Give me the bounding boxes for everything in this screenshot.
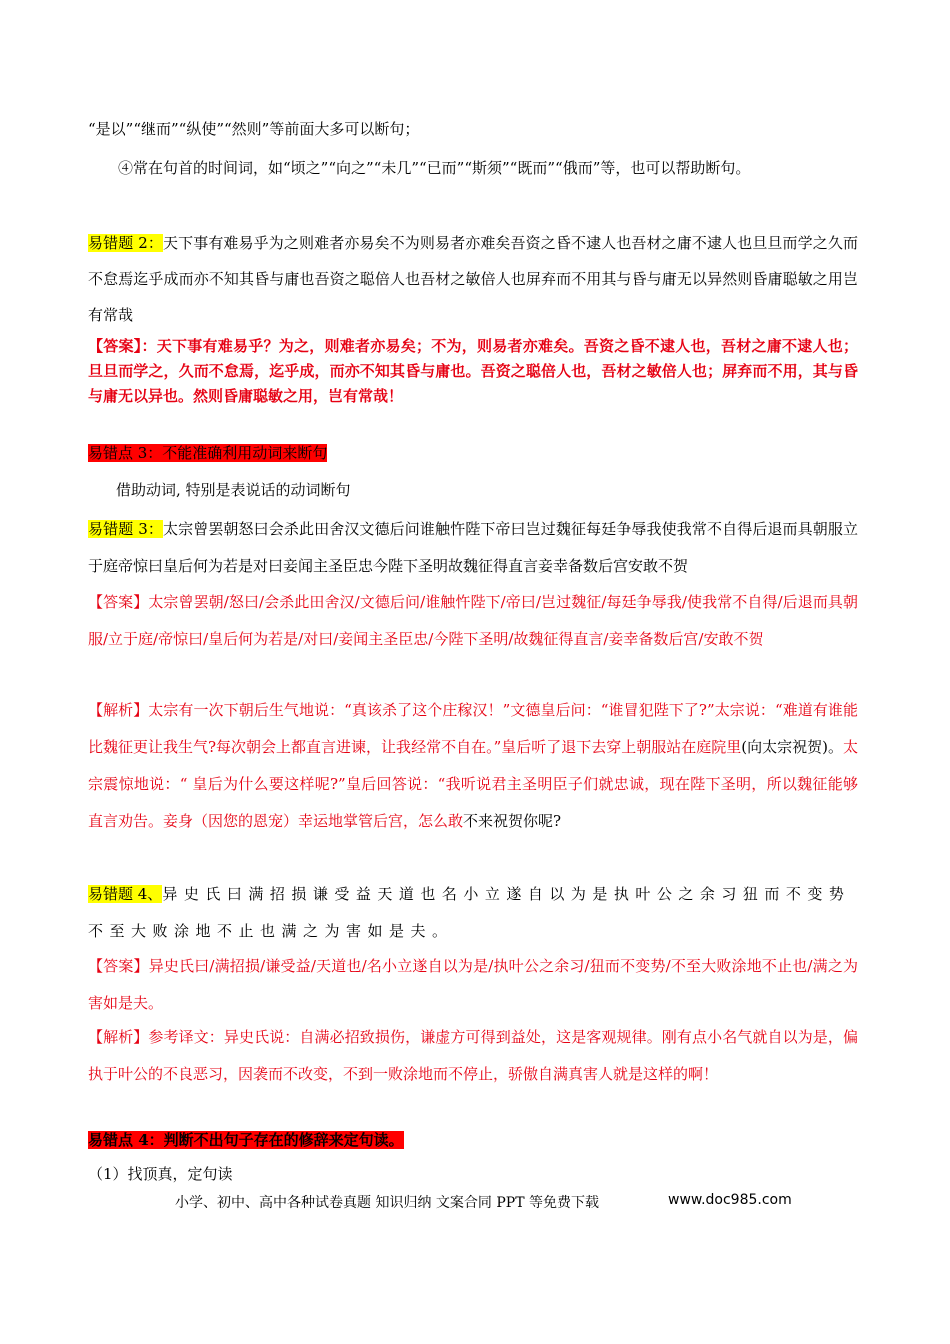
point-4-item-1: （1）找顶真，定句读: [88, 1165, 233, 1183]
point-3-label: 易错点 3：不能准确利用动词来断句: [88, 444, 328, 462]
question-4-label: 易错题 4、: [88, 885, 163, 903]
paragraph-time-words: ④常在句首的时间词，如“顷之”“向之”“未几”“已而”“斯须”“既而”“俄而”等，也可以帮助断句。: [118, 159, 751, 177]
point-3-intro: 借助动词, 特别是表说话的动词断句: [116, 481, 351, 499]
analysis-3-ending: 不来祝贺你呢?: [463, 812, 562, 830]
analysis-3-aside: (向太宗祝贺)。: [741, 738, 843, 756]
answer-2: 【答案】：天下事有难易乎？为之，则难者亦易矣；不为，则易者亦难矣。吾资之昏不逮人也，吾材之庸不逮人也；旦旦而学之，久而不怠焉，迄乎成，而亦不知其昏与庸也。吾资之聪倍人也，吾材之敏倍人也；屏弃而不用，其与昏与庸无以异也。然则昏庸聪敏之用，岂有常哉！: [88, 337, 858, 405]
analysis-3-label: 【解析】: [88, 701, 149, 719]
question-4-text: 异史氏曰满招损谦受益天道也名小立遂自以为是执叶公之余习狃而不变势不至大败涂地不止也满之为害如是夫。: [88, 885, 851, 940]
answer-3: 【答案】太宗曾罢朝/怒曰/会杀此田舍汉/文德后问/谁触忤陛下/帝曰/岂过魏征/每廷争辱我/使我常不自得/后退而具朝服/立于庭/帝惊曰/皇后何为若是/对曰/妾闻主圣臣忠/今陛下圣明/故魏征得直言/妾幸备数后宫/安敢不贺: [88, 593, 858, 648]
question-4: [88, 876, 858, 950]
point-4-heading: [88, 1129, 858, 1150]
question-2-label: 易错题 2：: [88, 234, 163, 252]
answer-4: 【答案】异史氏曰/满招损/谦受益/天道也/名小立遂自以为是/执叶公之余习/狃而不变势/不至大败涂地不止也/满之为害如是夫。: [88, 957, 858, 1012]
analysis-4: 【解析】参考译文：异史氏说：自满必招致损伤，谦虚方可得到益处，这是客观规律。刚有点小名气就自以为是，偏执于叶公的不良恶习，因袭而不改变，不到一败涂地而不停止，骄傲自满真害人就是这样的啊！: [88, 1028, 858, 1083]
question-3-label: 易错题 3：: [88, 520, 163, 538]
question-3: [88, 511, 858, 585]
question-2-text: 天下事有难易乎为之则难者亦易矣不为则易者亦难矣吾资之昏不逮人也吾材之庸不逮人也旦旦而学之久而不怠焉迄乎成而亦不知其昏与庸也吾资之聪倍人也吾材之敏倍人也屏弃而不用其与昏与庸无以异然则昏庸聪敏之用岂有常哉: [88, 234, 858, 324]
footer-text: 小学、初中、高中各种试卷真题 知识归纳 文案合同 PPT 等免费下载: [175, 1195, 599, 1211]
paragraph-conjunctions: “是以”“继而”“纵使”“然则”等前面大多可以断句；: [88, 120, 420, 138]
footer-site-link[interactable]: www.doc985.com: [668, 1192, 792, 1208]
analysis-3-text-continued: 太宗震惊地说：“ 皇后为什么要这样呢?”皇后回答说：“我听说君主圣明臣子们就忠诚，现在陛下圣明，所以魏征能够直言劝告。妾身（因您的恩宠）幸运地掌管后宫，怎么敢: [88, 738, 858, 830]
question-2: [88, 225, 858, 333]
question-3-text: 太宗曾罢朝怒曰会杀此田舍汉文德后问谁触忤陛下帝曰岂过魏征每廷争辱我使我常不自得后退而具朝服立于庭帝惊曰皇后何为若是对曰妾闻主圣臣忠今陛下圣明故魏征得直言妾幸备数后宫安敢不贺: [88, 520, 858, 575]
point-4-label: 易错点 4：判断不出句子存在的修辞来定句读。: [88, 1131, 404, 1149]
analysis-3: [88, 692, 858, 840]
point-3-heading: [88, 442, 858, 463]
analysis-3-text: 太宗有一次下朝后生气地说：“真该杀了这个庄稼汉！”文德皇后问：“谁冒犯陛下了?”太宗说：“难道有谁能比魏征更让我生气?每次朝会上都直言进谏，让我经常不自在。”皇后听了退下去穿上朝服站在庭院里: [88, 701, 858, 756]
